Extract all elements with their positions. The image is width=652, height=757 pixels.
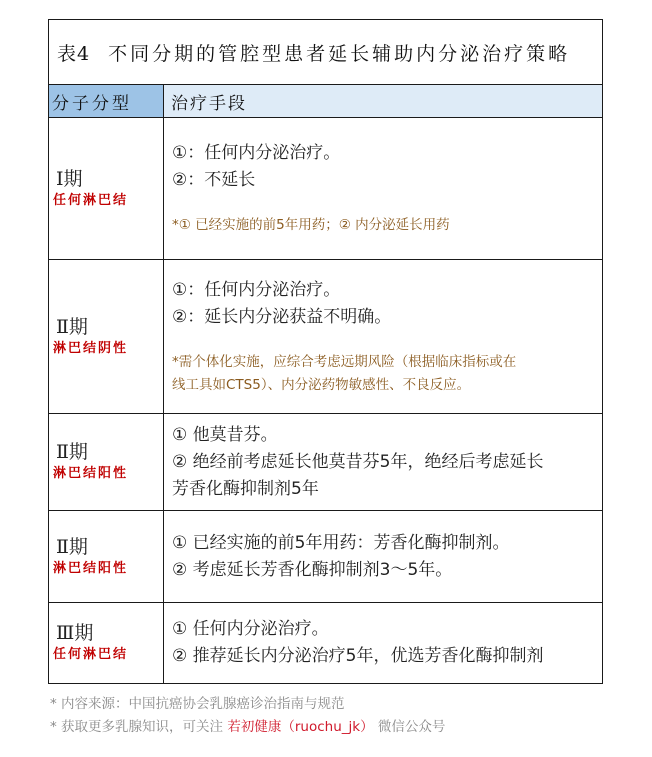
treatment-note: 线工具如CTS5）、内分泌药物敏感性、不良反应。 (172, 376, 471, 393)
follow-suffix: 微信公众号 (373, 719, 446, 735)
treatment-cell (164, 118, 602, 259)
table-row (49, 260, 602, 414)
table-row (49, 118, 602, 260)
brand-name: 若初健康（ruochu_jk） (227, 719, 374, 735)
treatment-line: ② 推荐延长内分泌治疗5年，优选芳香化酶抑制剂 (172, 646, 544, 666)
treatment-line: ① 已经实施的前5年用药：芳香化酶抑制剂。 (172, 532, 510, 553)
treatment-note: *需个体化实施，应综合考虑远期风险（根据临床指标或在 (172, 353, 517, 370)
treatment-line: ① 任何内分泌治疗。 (172, 619, 329, 639)
stage-label: Ⅰ期 (56, 167, 83, 190)
lymph-node-status: 任何淋巴结 (53, 192, 129, 208)
treatment-line: ①：任何内分泌治疗。 (172, 279, 341, 300)
stage-label: Ⅱ期 (56, 315, 88, 338)
treatment-line: ② 绝经前考虑延长他莫昔芬5年，绝经后考虑延长 (172, 451, 544, 472)
table-title-text: 不同分期的管腔型患者延长辅助内分泌治疗策略 (108, 42, 571, 65)
treatment-line: 芳香化酶抑制剂5年 (172, 478, 319, 499)
treatment-cell (164, 260, 602, 413)
treatment-cell (164, 603, 602, 683)
treatment-line: ② 考虑延长芳香化酶抑制剂3～5年。 (172, 559, 453, 580)
treatment-cell (164, 414, 602, 510)
lymph-node-status: 淋巴结阳性 (53, 466, 129, 481)
table-header (49, 85, 602, 118)
stage-cell (49, 260, 164, 413)
table-title (49, 20, 602, 85)
table-row (49, 603, 602, 683)
follow-prefix: * 获取更多乳腺知识，可关注 (50, 719, 228, 735)
table-number: 表4 (57, 42, 91, 65)
stage-label: Ⅱ期 (56, 535, 88, 558)
footer-notes (50, 693, 445, 739)
stage-cell (49, 511, 164, 602)
stage-cell (49, 414, 164, 510)
treatment-note: *① 已经实施的前5年用药；② 内分泌延长用药 (172, 217, 450, 233)
table-row (49, 511, 602, 603)
treatment-line: ②：不延长 (172, 170, 256, 190)
header-treatment: 治疗手段 (164, 85, 602, 117)
lymph-node-status: 淋巴结阴性 (53, 340, 129, 356)
treatment-line: ①：任何内分泌治疗。 (172, 143, 341, 163)
strategy-table (48, 19, 603, 684)
treatment-line: ②：延长内分泌获益不明确。 (172, 306, 392, 327)
header-molecular-type: 分子分型 (49, 85, 164, 117)
lymph-node-status: 淋巴结阳性 (53, 560, 129, 576)
stage-cell (49, 603, 164, 683)
stage-cell (49, 118, 164, 259)
stage-label: Ⅲ期 (56, 622, 94, 644)
stage-label: Ⅱ期 (56, 441, 88, 463)
lymph-node-status: 任何淋巴结 (53, 647, 129, 662)
table-row (49, 414, 602, 511)
treatment-line: ① 他莫昔芬。 (172, 424, 278, 445)
source-note: * 内容来源：中国抗癌协会乳腺癌诊治指南与规范 (50, 696, 345, 712)
follow-note (50, 716, 445, 739)
treatment-cell (164, 511, 602, 602)
